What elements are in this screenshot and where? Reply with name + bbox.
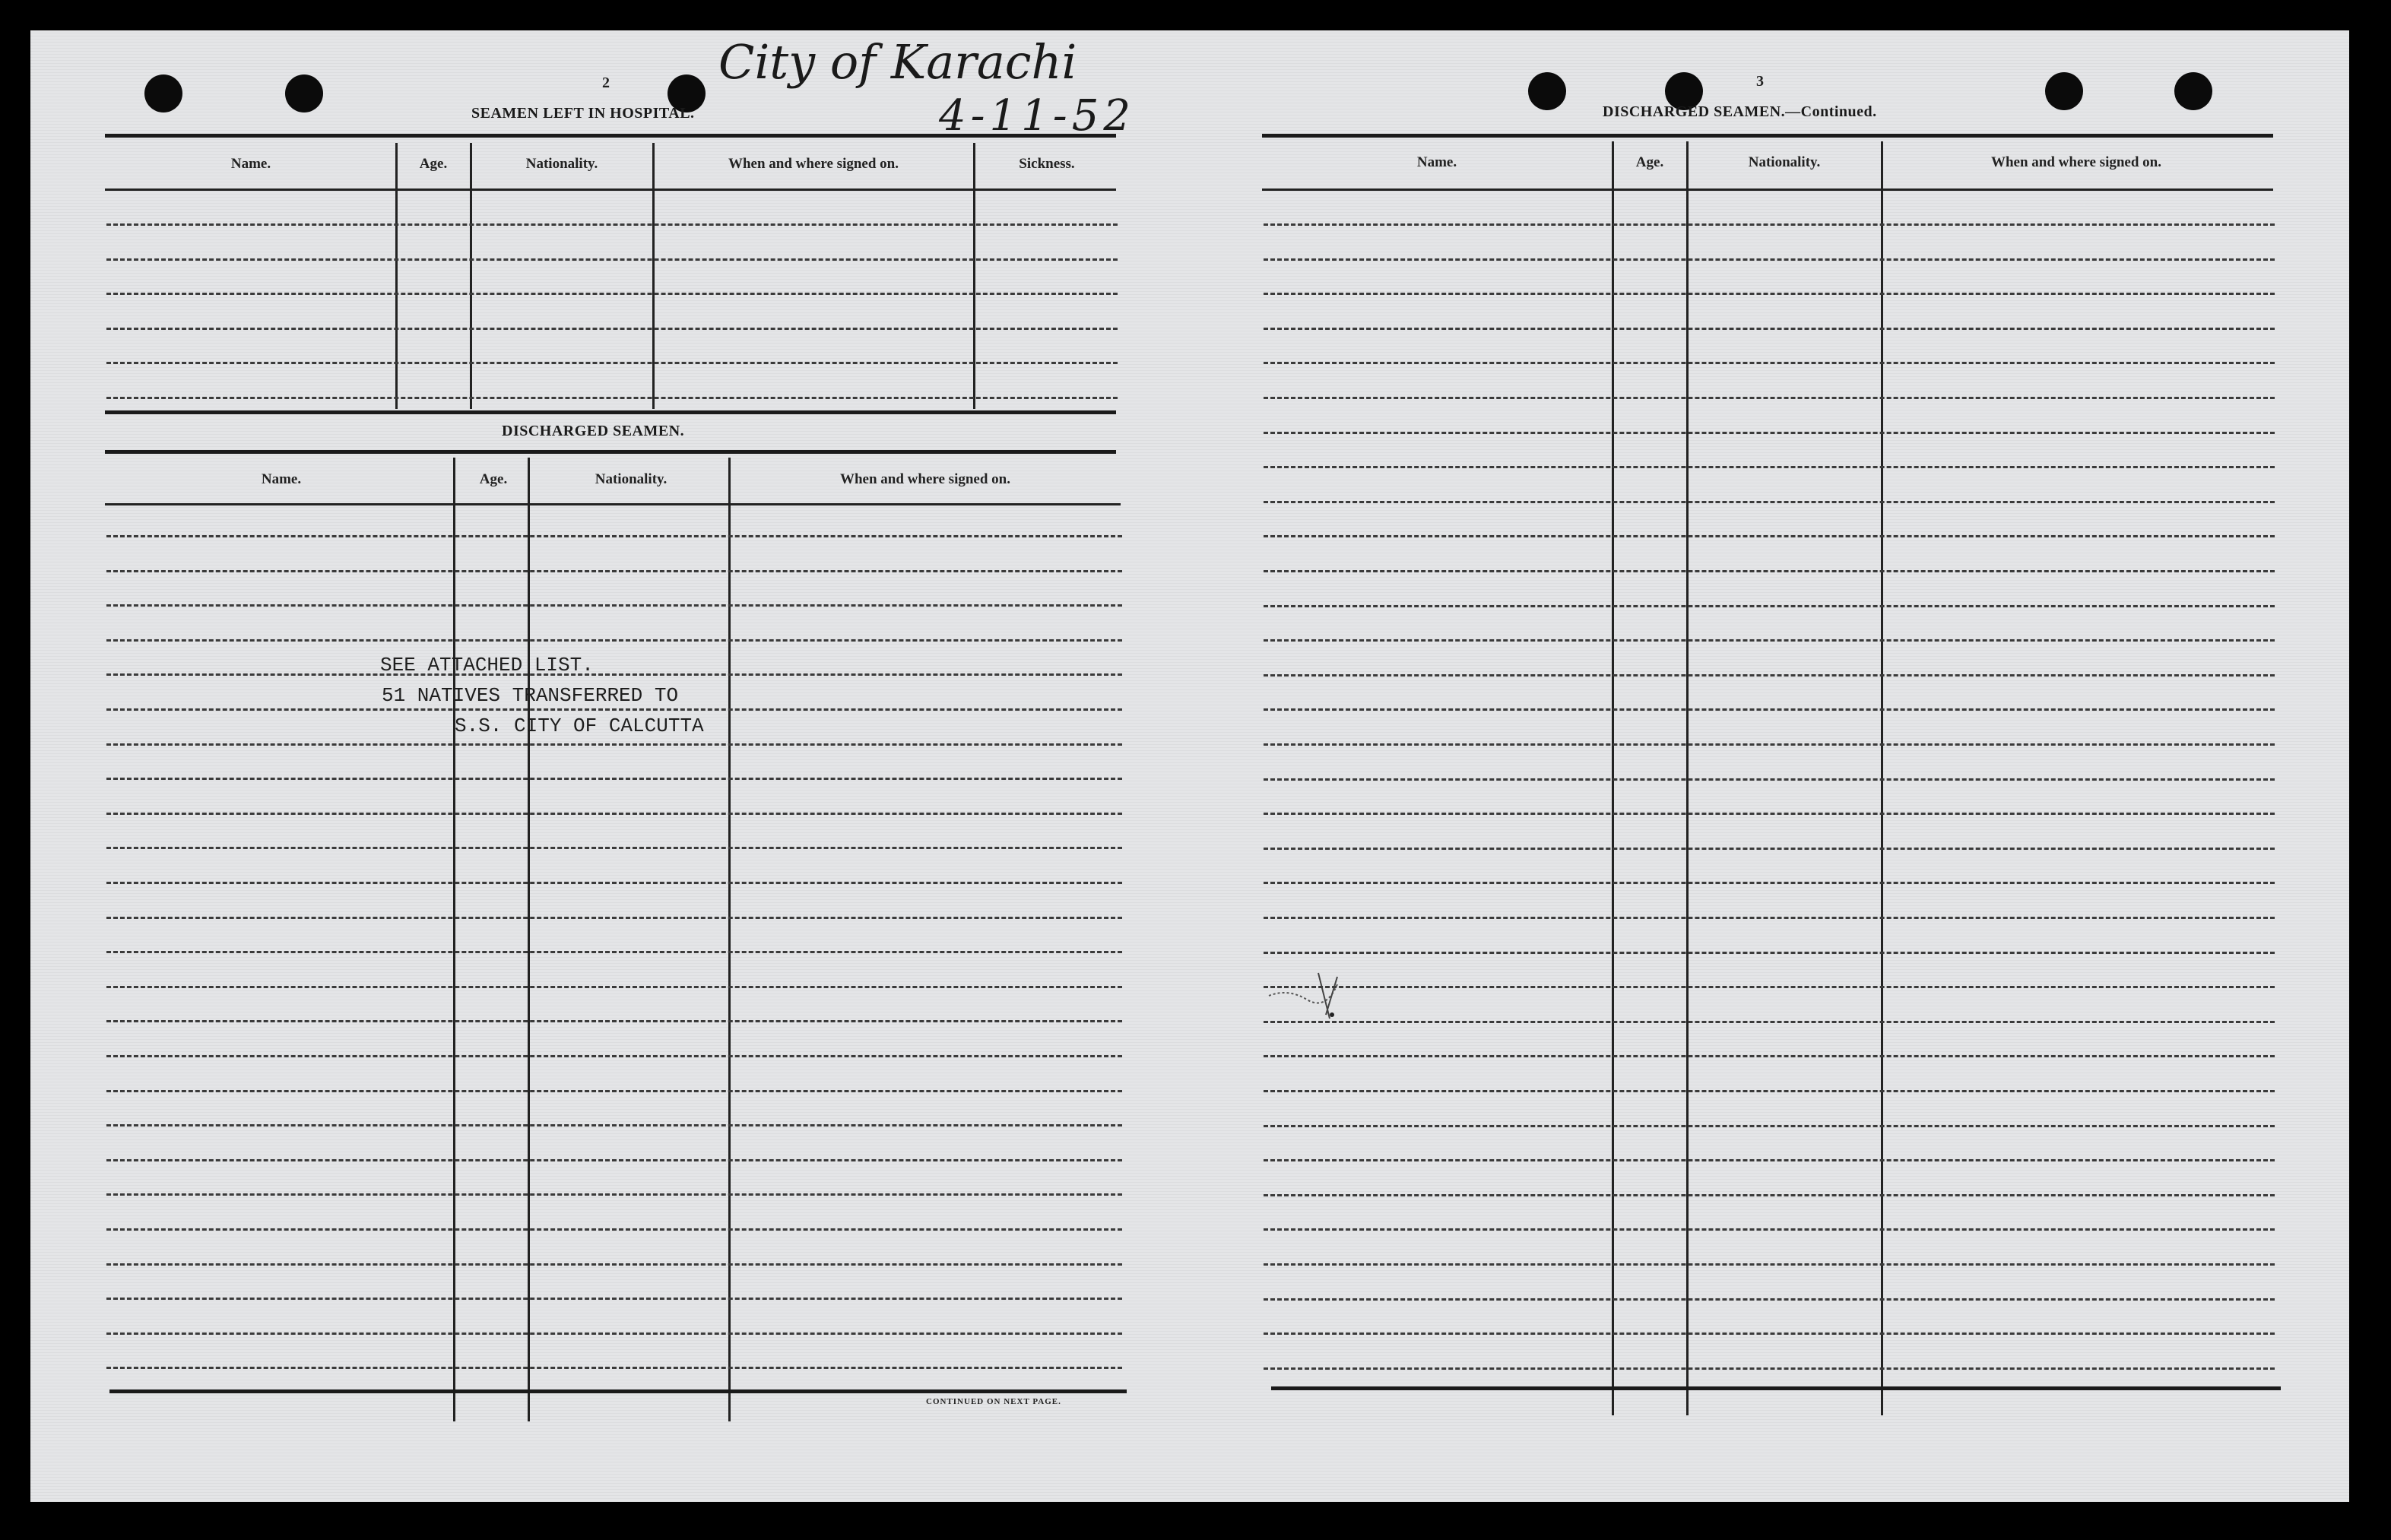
ruled-line	[1264, 1194, 2275, 1196]
typed-note-line3: S.S. CITY OF CALCUTTA	[455, 715, 704, 737]
ruled-line	[1264, 1367, 2275, 1370]
ruled-line	[1264, 1263, 2275, 1266]
discharged-col-nationality: Nationality.	[595, 471, 668, 487]
ruled-line	[106, 743, 1122, 746]
ruled-line	[1264, 223, 2275, 226]
ruled-line	[106, 917, 1122, 919]
hospital-col-name: Name.	[230, 156, 271, 172]
ruled-line	[106, 362, 1118, 364]
ruled-line	[106, 293, 1118, 295]
hospital-col-sickness: Sickness.	[1019, 156, 1075, 172]
ruled-line	[1264, 1332, 2275, 1335]
ruled-line	[106, 1332, 1122, 1335]
ruled-line	[1264, 674, 2275, 677]
right-top-rule	[1262, 134, 2273, 138]
ruled-line	[1264, 362, 2275, 364]
ruled-line	[106, 397, 1118, 399]
discharged-col-name: Name.	[261, 471, 302, 487]
right-header-rule	[1262, 189, 2273, 191]
left-page-bottom-rule	[109, 1389, 1127, 1393]
ruled-line	[106, 570, 1122, 572]
right-col-signed-on: When and where signed on.	[1990, 154, 2161, 170]
ruled-line	[1264, 605, 2275, 607]
ruled-line	[1264, 1055, 2275, 1057]
ruled-line	[1264, 535, 2275, 537]
punch-hole	[285, 74, 323, 112]
discharged-section-rule	[105, 450, 1116, 454]
page-number-right: 3	[1756, 73, 1764, 90]
hospital-top-rule	[105, 134, 1116, 138]
discharged-col-divider	[728, 458, 731, 1421]
ruled-line	[1264, 1159, 2275, 1161]
hospital-col-nationality: Nationality.	[525, 156, 598, 172]
ruled-line	[1264, 466, 2275, 468]
ruled-line	[106, 1159, 1122, 1161]
ruled-line	[106, 986, 1122, 988]
right-col-age: Age.	[1635, 154, 1664, 170]
handwritten-date: 4-11-52	[939, 91, 1135, 141]
right-page-bottom-rule	[1271, 1386, 2281, 1390]
hospital-col-divider	[470, 143, 472, 409]
ruled-line	[1264, 570, 2275, 572]
ruled-line	[106, 639, 1122, 642]
ruled-line	[1264, 1125, 2275, 1127]
typed-note-line1: SEE ATTACHED LIST.	[380, 654, 594, 677]
ruled-line	[1264, 432, 2275, 434]
discharged-col-divider	[453, 458, 455, 1421]
right-col-nationality: Nationality.	[1748, 154, 1821, 170]
ruled-line	[1264, 1090, 2275, 1092]
ruled-line	[106, 1367, 1122, 1369]
ruled-line	[1264, 917, 2275, 919]
ruled-line	[106, 604, 1122, 607]
ruled-line	[106, 1090, 1122, 1092]
ruled-line	[1264, 1021, 2275, 1023]
ruled-line	[106, 223, 1118, 226]
typed-note-line2: 51 NATIVES TRANSFERRED TO	[382, 684, 679, 707]
ruled-line	[106, 778, 1122, 780]
punch-hole	[2045, 72, 2083, 110]
discharged-section-title: DISCHARGED SEAMEN.	[502, 423, 685, 439]
discharged-col-signed-on: When and where signed on.	[839, 471, 1010, 487]
discharged-section-top-rule	[105, 410, 1116, 414]
ruled-line	[1264, 813, 2275, 815]
ruled-line	[106, 1055, 1122, 1057]
ruled-line	[1264, 743, 2275, 746]
document-page	[30, 30, 2349, 1502]
punch-hole	[144, 74, 182, 112]
punch-hole	[1528, 72, 1566, 110]
ruled-line	[106, 535, 1122, 537]
ruled-line	[1264, 397, 2275, 399]
ruled-line	[1264, 293, 2275, 295]
hospital-col-divider	[395, 143, 398, 409]
ruled-line	[106, 1020, 1122, 1022]
hospital-col-signed-on: When and where signed on.	[728, 156, 899, 172]
hospital-col-divider	[652, 143, 655, 409]
ruled-line	[106, 1193, 1122, 1196]
ruled-line	[1264, 882, 2275, 884]
ruled-line	[1264, 1298, 2275, 1301]
hospital-header-rule	[105, 189, 1116, 191]
ruled-line	[1264, 258, 2275, 261]
hospital-col-divider	[973, 143, 975, 409]
hospital-col-age: Age.	[419, 156, 448, 172]
ruled-line	[1264, 501, 2275, 503]
ruled-line	[106, 258, 1118, 261]
ruled-line	[1264, 952, 2275, 954]
ruled-line	[106, 1228, 1122, 1231]
right-section-title: DISCHARGED SEAMEN.—Continued.	[1603, 103, 1877, 120]
discharged-col-age: Age.	[479, 471, 508, 487]
discharged-header-rule	[105, 503, 1121, 505]
ruled-line	[1264, 778, 2275, 781]
ruled-line	[1264, 708, 2275, 711]
ruled-line	[106, 708, 1122, 711]
handwritten-ship-name: City of Karachi	[718, 34, 1077, 90]
ruled-line	[106, 951, 1122, 953]
ruled-line	[106, 1263, 1122, 1266]
ruled-line	[106, 813, 1122, 815]
ruled-line	[1264, 986, 2275, 988]
continued-footer: CONTINUED ON NEXT PAGE.	[926, 1397, 1061, 1406]
ruled-line	[106, 847, 1122, 849]
ruled-line	[106, 1298, 1122, 1300]
ruled-line	[1264, 639, 2275, 642]
hospital-section-title: SEAMEN LEFT IN HOSPITAL.	[471, 105, 695, 122]
ruled-line	[106, 673, 1122, 676]
ruled-line	[1264, 848, 2275, 850]
ruled-line	[106, 328, 1118, 330]
ruled-line	[1264, 328, 2275, 330]
right-col-name: Name.	[1416, 154, 1457, 170]
discharged-col-divider	[528, 458, 530, 1421]
page-number-left: 2	[602, 74, 610, 91]
ruled-line	[1264, 1228, 2275, 1231]
punch-hole	[2174, 72, 2212, 110]
ruled-line	[106, 1124, 1122, 1126]
ruled-line	[106, 882, 1122, 884]
